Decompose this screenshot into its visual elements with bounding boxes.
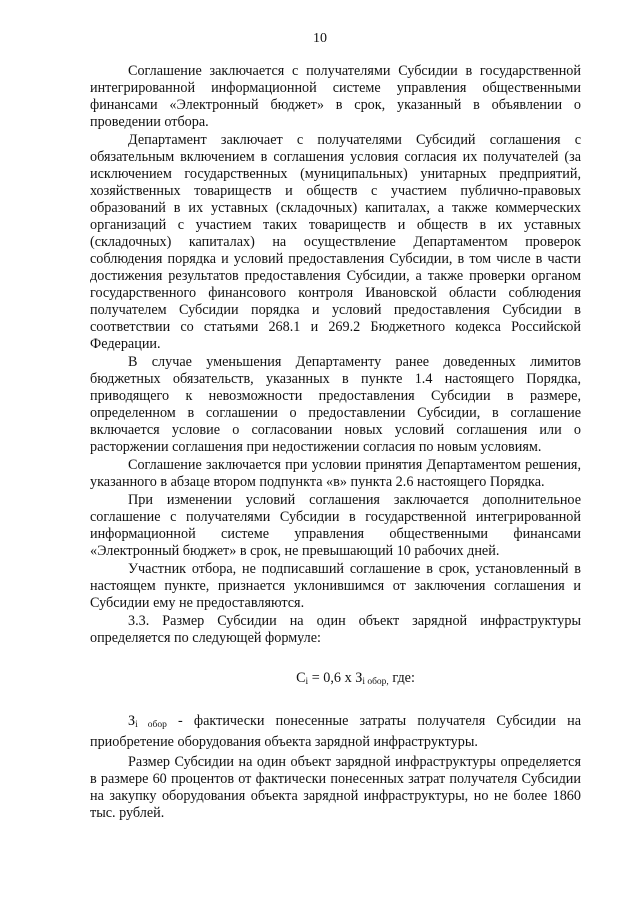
paragraph-agreement-decision: Соглашение заключается при условии принятия Департаментом решения, указанного в абзаце втором подпункта «в» пункта 2.6 настоящего Порядка. [90,457,581,490]
paragraph-agreement-conditions: Департамент заключает с получателями Субсидий соглашения с обязательным включением в соглашения условия согласия их получателей (за исключением государственных (муниципальных) унитарных предприятий, хозяйственных товариществ и обществ с участием публично-правовых образований в их уставных (складочных) капиталах, а также коммерческих организаций с участием таких товариществ и обществ в их уставных (складочных) капиталах) на осуществление Департаментом проверок соблюдения порядка и условий предоставления Субсидии, в том числе в части достижения результатов предоставления Субсидии, а также проверки органом государственного финансового контроля Ивановской области соблюдения получателем Субсидии порядка и условий предоставления Субсидии в соответствии со статьями 268.1 и 269.2 Бюджетного кодекса Российской Федерации. [90,132,581,352]
definition-symbol-subscript: i обор [135,720,167,730]
formula-middle: = 0,6 х З [308,670,363,686]
paragraph-additional-agreement: При изменении условий соглашения заключается дополнительное соглашение с получателями Субсидии в государственной интегрированной информационной системе управления общественными финансами «Электронный бюджет» в срок, не превышающий 10 рабочих дней. [90,492,581,559]
definition-symbol: З [128,713,136,729]
paragraph-agreement-system: Соглашение заключается с получателями Субсидии в государственной интегрированной информационной системе управления общественными финансами «Электронный бюджет» в срок, указанный в объявлении о проведении отбора. [90,63,581,130]
document-body [90,63,581,822]
formula-lhs: C [296,670,306,686]
formula-rhs-subscript: i обор, [362,677,389,687]
paragraph-unsigned-participant: Участник отбора, не подписавший соглашение в срок, установленный в настоящем пункте, признается уклонившимся от заключения соглашения и Субсидии ему не предоставляются. [90,561,581,611]
paragraph-formula-definition [90,713,581,751]
subsidy-formula [90,669,581,691]
page-number: 10 [313,31,327,46]
paragraph-subsidy-size: 3.3. Размер Субсидии на один объект зарядной инфраструктуры определяется по следующей формуле: [90,613,581,646]
paragraph-subsidy-limit: Размер Субсидии на один объект зарядной инфраструктуры определяется в размере 60 процентов от фактически понесенных затрат получателя Субсидии на закупку оборудования объекта зарядной инфраструктуры, но не более 1860 тыс. рублей. [90,754,581,821]
formula-tail: где: [388,670,415,686]
definition-text: - фактически понесенные затраты получателя Субсидии на приобретение оборудования объекта зарядной инфраструктуры. [90,713,581,750]
formula-lhs-subscript: i [305,677,309,687]
paragraph-limits-reduction: В случае уменьшения Департаменту ранее доведенных лимитов бюджетных обязательств, указанных в пункте 1.4 настоящего Порядка, приводящего к невозможности предоставления Субсидии в размере, определенном в соглашении о предоставлении Субсидии, в соглашение включается условие о согласовании новых условий соглашения или о расторжении соглашения при недостижении согласия по новым условиям. [90,354,581,455]
